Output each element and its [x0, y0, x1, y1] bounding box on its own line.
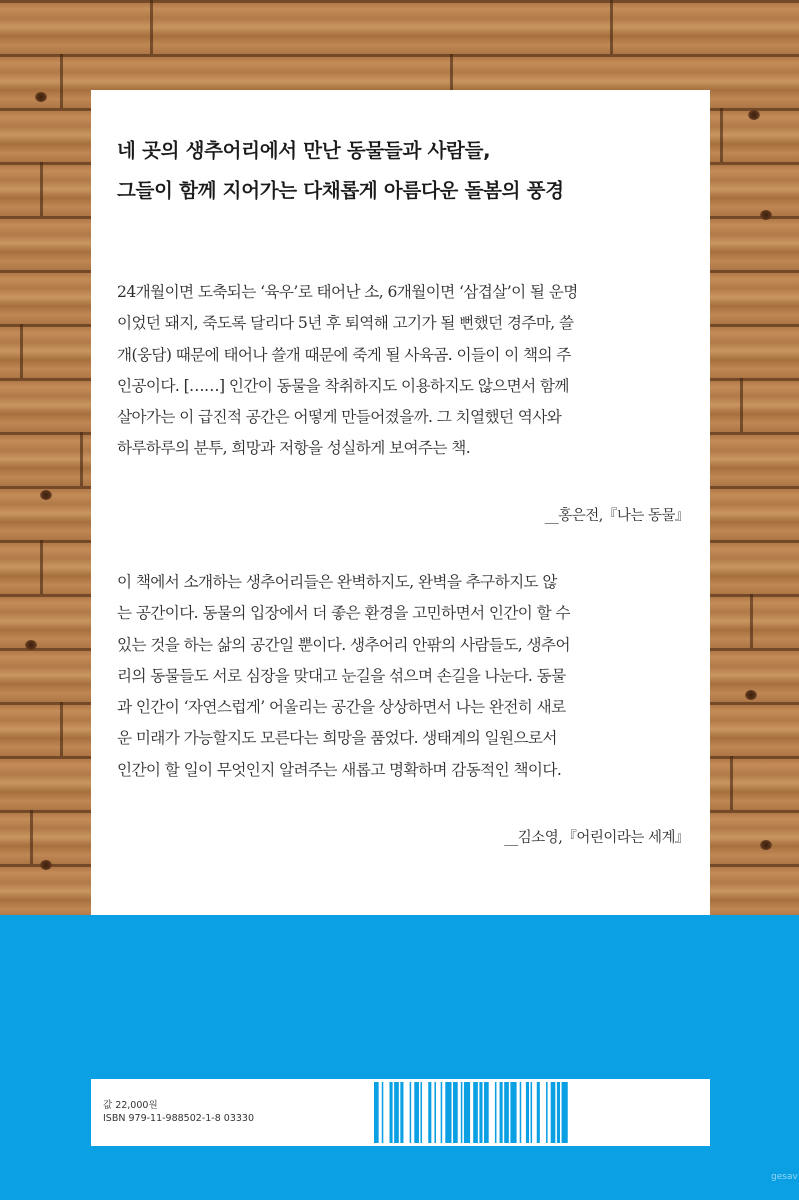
blurb-line: 는 공간이다. 동물의 입장에서 더 좋은 환경을 고민하면서 인간이 할 수 — [117, 604, 570, 623]
plank-seam — [60, 54, 63, 108]
wood-knot — [745, 690, 757, 700]
blurb-2-attribution: __김소영,『어린이라는 세계』 — [504, 830, 689, 846]
barcode-bar — [428, 1082, 431, 1143]
barcode-bar — [473, 1082, 478, 1143]
bottom-color-band — [0, 915, 799, 1200]
blurb-line: 인공이다. [……] 인간이 동물을 착취하지도 이용하지도 않으면서 함께 — [117, 376, 569, 395]
barcode-bar — [400, 1082, 403, 1143]
barcode-bar — [495, 1082, 497, 1143]
price-label: 값 22,000원 — [103, 1100, 158, 1111]
plank-seam — [150, 0, 153, 54]
wood-knot — [760, 840, 772, 850]
barcode-bar — [520, 1082, 522, 1143]
wood-knot — [760, 210, 772, 220]
barcode-bar — [394, 1082, 399, 1143]
barcode-bar — [464, 1082, 470, 1143]
barcode — [372, 1082, 702, 1143]
plank-seam — [20, 324, 23, 378]
plank-seam — [80, 432, 83, 486]
blurb-line: 이 책에서 소개하는 생추어리들은 완벽하지도, 완벽을 추구하지도 않 — [117, 573, 557, 591]
wood-knot — [35, 92, 47, 102]
blurb-line: 있는 것을 하는 삶의 공간일 뿐이다. 생추어리 안팎의 사람들도, 생추어 — [117, 635, 570, 654]
wood-knot — [40, 860, 52, 870]
headline-line: 그들이 함께 지어가는 다채롭게 아름다운 돌봄의 풍경 — [117, 179, 564, 202]
blurb-1 — [117, 277, 693, 465]
barcode-bar — [445, 1082, 451, 1143]
barcode-bar — [479, 1082, 482, 1143]
wood-knot — [748, 110, 760, 120]
stamp-mark: gesav — [771, 1172, 798, 1182]
barcode-bar — [390, 1082, 393, 1143]
barcode-bar — [374, 1082, 379, 1143]
barcode-bar — [546, 1082, 548, 1143]
blurb-line: 이었던 돼지, 죽도록 달리다 5년 후 퇴역해 고기가 될 뻔했던 경주마, 쓸 — [117, 314, 574, 333]
barcode-bar — [421, 1082, 423, 1143]
barcode-bar — [500, 1082, 503, 1143]
blurb-line: 하루하루의 분투, 희망과 저항을 성실하게 보여주는 책. — [117, 439, 471, 458]
blurb-1-attribution: __홍은전,『나는 동물』 — [544, 508, 689, 524]
barcode-bar — [484, 1082, 489, 1143]
barcode-bar — [410, 1082, 412, 1143]
wood-knot — [25, 640, 37, 650]
plank-seam — [60, 702, 63, 756]
headline-line: 네 곳의 생추어리에서 만난 동물들과 사람들, — [117, 139, 491, 162]
barcode-bar — [461, 1082, 463, 1143]
barcode-bar — [562, 1082, 568, 1143]
plank-seam — [750, 594, 753, 648]
barcode-bar — [414, 1082, 419, 1143]
plank-seam — [740, 378, 743, 432]
barcode-bar — [382, 1082, 384, 1143]
plank-seam — [730, 756, 733, 810]
isbn-label: ISBN 979-11-988502-1-8 03330 — [103, 1113, 255, 1124]
barcode-bar — [453, 1082, 458, 1143]
blurb-line: 인간이 할 일이 무엇인지 알려주는 새롭고 명확하며 감동적인 책이다. — [117, 760, 562, 779]
blurb-line: 24개월이면 도축되는 ‘육우’로 태어난 소, 6개월이면 ‘삼겹살’이 될 운명 — [117, 283, 578, 301]
plank-seam — [40, 540, 43, 594]
blurb-2 — [117, 567, 693, 786]
barcode-bar — [441, 1082, 443, 1143]
barcode-bar — [510, 1082, 516, 1143]
plank-seam — [720, 108, 723, 162]
plank-seam — [40, 162, 43, 216]
headline — [117, 131, 677, 211]
blurb-line: 개(웅담) 때문에 태어나 쓸개 때문에 죽게 될 사육곰. 이들이 이 책의 주 — [117, 345, 571, 364]
wood-knot — [40, 490, 52, 500]
barcode-bar — [504, 1082, 509, 1143]
barcode-bar — [526, 1082, 529, 1143]
barcode-bar — [531, 1082, 533, 1143]
blurb-line: 과 인간이 ‘자연스럽게’ 어울리는 공간을 상상하면서 나는 완전히 새로 — [117, 698, 566, 717]
barcode-bar — [537, 1082, 540, 1143]
barcode-bar — [551, 1082, 556, 1143]
text-panel — [91, 90, 710, 915]
blurb-line: 운 미래가 가능할지도 모른다는 희망을 품었다. 생태계의 일원으로서 — [117, 729, 557, 748]
barcode-bar — [557, 1082, 560, 1143]
barcode-bar — [434, 1082, 436, 1143]
plank-seam — [30, 810, 33, 864]
plank-seam — [610, 0, 613, 54]
blurb-line: 살아가는 이 급진적 공간은 어떻게 만들어졌을까. 그 치열했던 역사와 — [117, 408, 562, 427]
blurb-line: 리의 동물들도 서로 심장을 맞대고 눈길을 섞으며 손길을 나눈다. 동물 — [117, 666, 566, 685]
